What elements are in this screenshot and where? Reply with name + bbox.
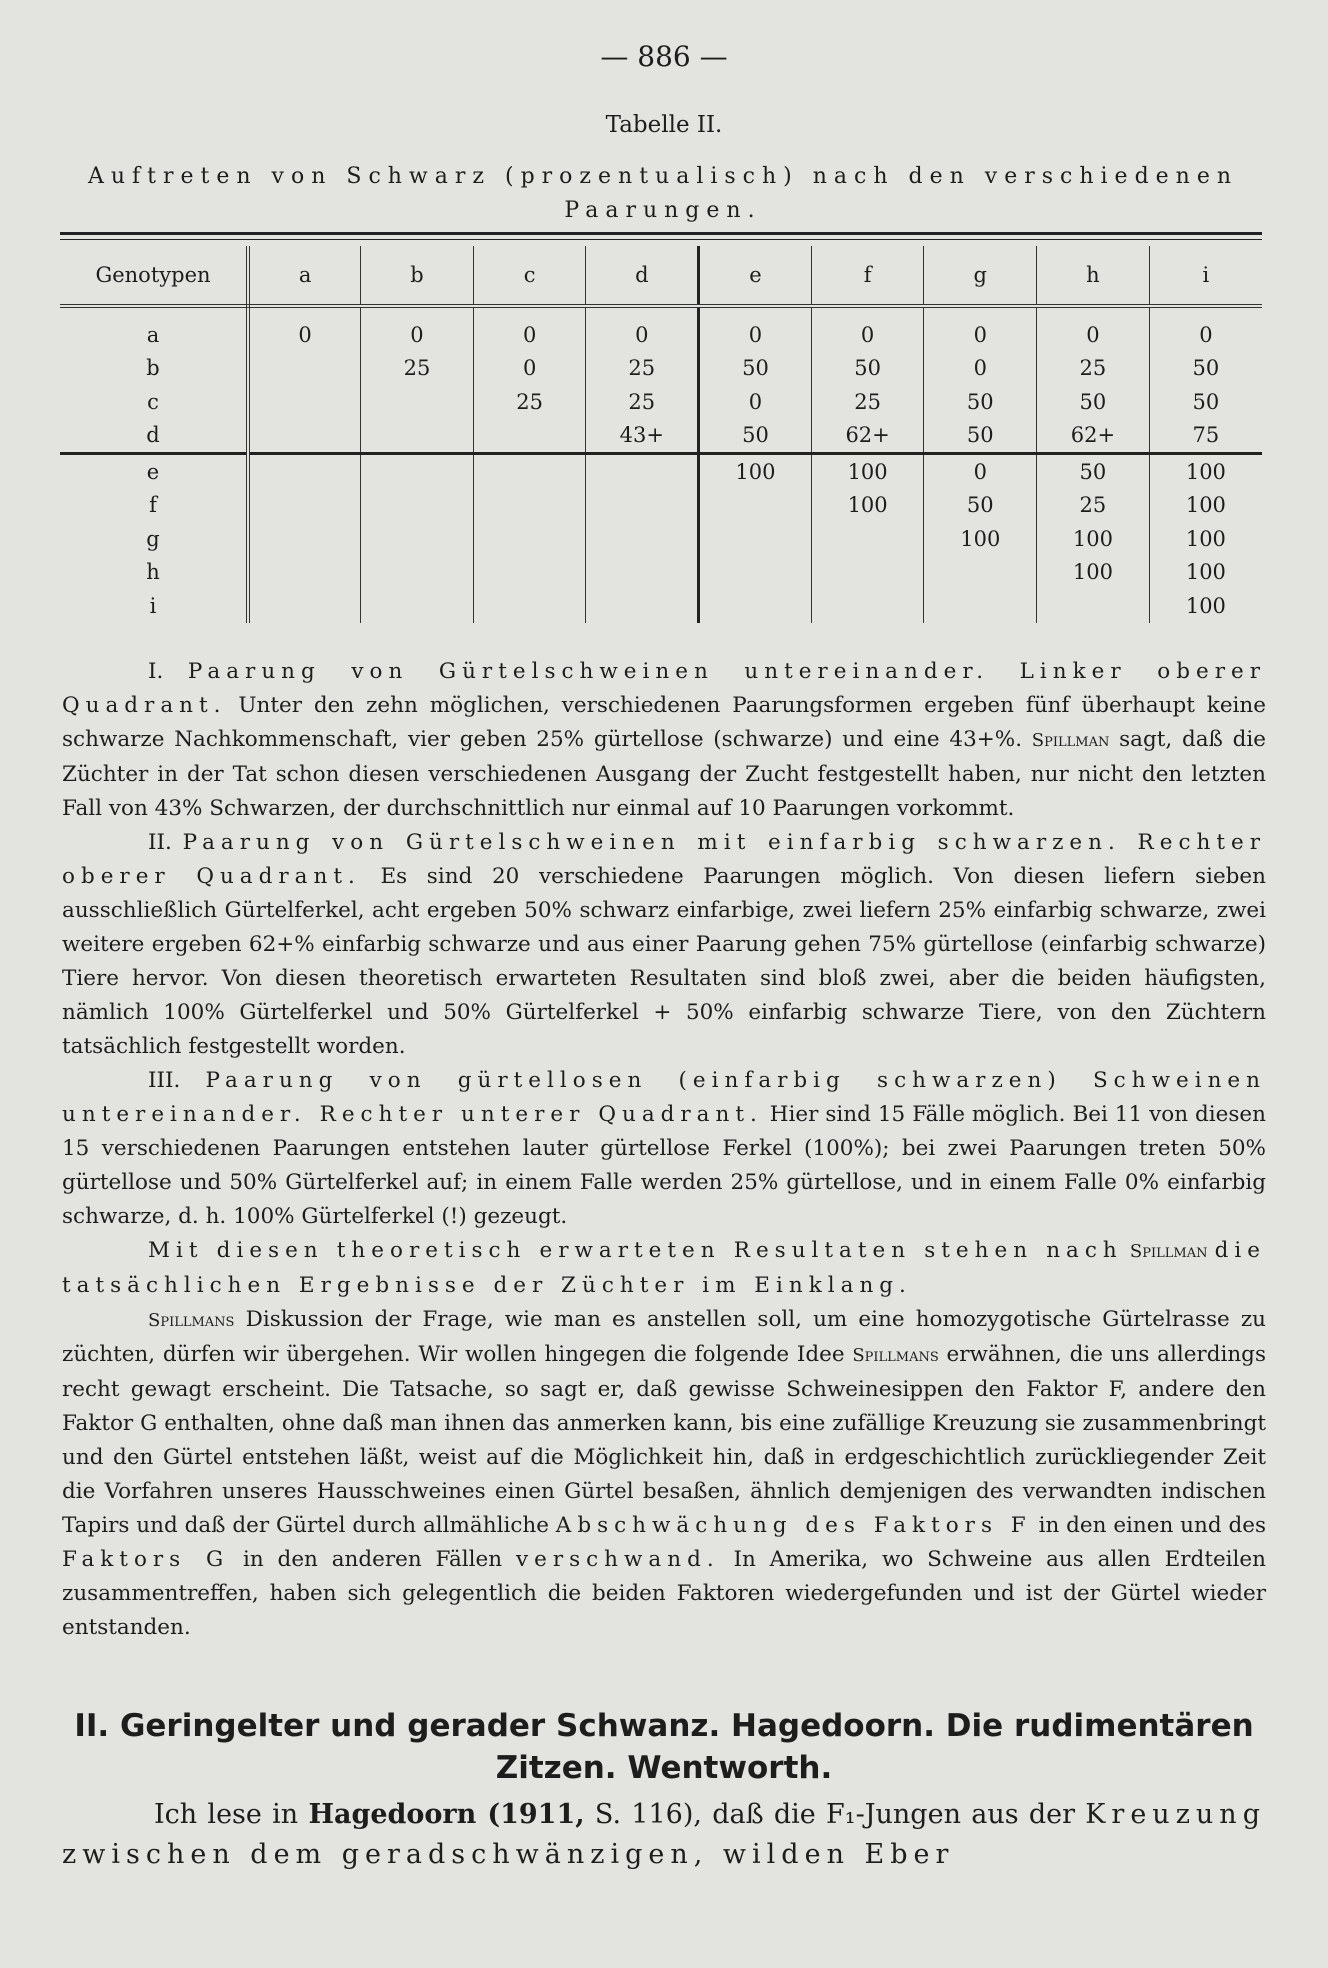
table-cell	[248, 385, 361, 419]
author-name: Spillmans	[148, 1310, 235, 1331]
spaced-heading: Paarung von Gürtelschweinen untereinander. Linker oberer Quadrant.	[62, 659, 1266, 718]
paragraph-2	[62, 826, 1266, 1064]
table-cell: e	[60, 454, 248, 489]
table-cell: 0	[586, 318, 699, 352]
paragraph-5	[62, 1303, 1266, 1645]
table-cell: 100	[1149, 589, 1262, 623]
table-row	[60, 522, 1262, 556]
spaced-heading: Paarung von gürtellosen (einfarbig schwarzen) Schweinen untereinander. Rechter unterer Quadrant.	[62, 1068, 1266, 1127]
table-cell: 0	[473, 318, 586, 352]
table-cell: 0	[473, 352, 586, 386]
paragraph-text: Unter den zehn möglichen, verschiedenen Paarungsformen ergeben fünf überhaupt keine schwarze Nachkommenschaft, vier geben 25% gürtellose (schwarze) und eine 43+%.	[62, 693, 1266, 752]
table-cell	[811, 522, 924, 556]
table-cell: 0	[924, 318, 1037, 352]
table-cell	[473, 556, 586, 590]
table-cell: 100	[1149, 489, 1262, 523]
table-cell: 0	[699, 318, 812, 352]
table-cell: 50	[1149, 352, 1262, 386]
table-cell	[924, 589, 1037, 623]
table-header-cell: e	[699, 246, 812, 306]
table-cell	[586, 556, 699, 590]
table-cell	[248, 589, 361, 623]
table-cell: 25	[1037, 489, 1150, 523]
table-header-cell: Genotypen	[60, 246, 248, 306]
paragraph-text: in den einen und des	[1038, 1513, 1266, 1538]
table-cell: 100	[1149, 454, 1262, 489]
table-cell: 0	[248, 318, 361, 352]
table-cell: 100	[924, 522, 1037, 556]
table-caption: Auftreten von Schwarz (prozentualisch) nach den verschiedenen Paarungen.	[87, 164, 1239, 223]
table-cell: 25	[361, 352, 474, 386]
table-row	[60, 454, 1262, 489]
table-cell	[248, 419, 361, 454]
section-number: III.	[148, 1068, 181, 1093]
table-cell	[1037, 589, 1150, 623]
table-cell: g	[60, 522, 248, 556]
table-cell: h	[60, 556, 248, 590]
paragraph-text: sagt, daß die Züchter in der Tat schon diesen verschiedenen Ausgang der Zucht festgestellt haben, nur nicht den letzten Fall von 43% Schwarzen, der durchschnittlich nur einmal auf 10 Paarungen vorkommt.	[62, 727, 1266, 821]
table-cell: i	[60, 589, 248, 623]
table-cell	[473, 419, 586, 454]
table-header-row	[60, 246, 1262, 306]
body-text	[62, 655, 1266, 1645]
paragraph-text: Ich lese in	[154, 1799, 299, 1830]
paragraph-4	[62, 1234, 1266, 1303]
table-cell	[361, 385, 474, 419]
paragraph-text: Hier sind 15 Fälle möglich. Bei 11 von diesen 15 verschiedenen Paarungen entstehen lauter gürtellose Ferkel (100%); bei zwei Paarungen treten 50% gürtellose und 50% Gürtelferkel auf; in einem Falle werden 25% gürtellose, und in einem Falle 0% einfarbig schwarze, d. h. 100% Gürtelferkel (!) gezeugt.	[62, 1102, 1266, 1229]
final-paragraph	[62, 1795, 1266, 1875]
paragraph-text: Es sind 20 verschiedene Paarungen möglich. Von diesen liefern sieben ausschließlich Gürtelferkel, acht ergeben 50% schwarz einfarbige, zwei liefern 25% einfarbig schwarze, zwei weitere ergeben 62+% einfarbig schwarze und aus einer Paarung gehen 75% gürtellose (einfarbig schwarze) Tiere hervor. Von diesen theoretisch erwarteten Resultaten sind bloß zwei, aber die beiden häufigsten, nämlich 100% Gürtelferkel und 50% Gürtelferkel + 50% einfarbig schwarze Tiere, von den Züchtern tatsächlich festgestellt worden.	[62, 864, 1266, 1059]
table-row	[60, 556, 1262, 590]
table-cell: 0	[1149, 318, 1262, 352]
table-cell	[699, 589, 812, 623]
table-cell: 50	[1037, 385, 1150, 419]
table-cell	[811, 589, 924, 623]
author-name: Spillmans	[852, 1345, 939, 1366]
table-cell: 50	[1037, 454, 1150, 489]
table-cell: 50	[699, 419, 812, 454]
spaced-heading: Paarung von Gürtelschweinen mit einfarbig schwarzen. Rechter oberer Quadrant.	[62, 830, 1266, 889]
table-cell	[361, 489, 474, 523]
table-cell	[248, 352, 361, 386]
table-cell: 0	[1037, 318, 1150, 352]
table-cell: 43+	[586, 419, 699, 454]
spaced-text: verschwand.	[515, 1547, 720, 1572]
table-cell	[248, 454, 361, 489]
table-header-cell: g	[924, 246, 1037, 306]
table-cell: 100	[811, 454, 924, 489]
section-number: II.	[148, 830, 172, 855]
section-number: I.	[148, 659, 164, 684]
table-cell	[924, 556, 1037, 590]
table-cell: 100	[1149, 556, 1262, 590]
table-cell	[473, 522, 586, 556]
table-cell: 50	[699, 352, 812, 386]
table-cell	[248, 522, 361, 556]
spaced-text: Faktors G	[62, 1547, 230, 1572]
table-cell: 0	[699, 385, 812, 419]
page-number: — 886 —	[600, 40, 728, 73]
table-cell: c	[60, 385, 248, 419]
table-cell: 25	[473, 385, 586, 419]
author-citation: Hagedoorn (1911,	[308, 1799, 585, 1830]
paragraph-3	[62, 1064, 1266, 1234]
table-cell: 50	[924, 419, 1037, 454]
table-cell: 100	[811, 489, 924, 523]
table-cell: 50	[924, 489, 1037, 523]
table-cell	[473, 454, 586, 489]
table-cell: 75	[1149, 419, 1262, 454]
table-header-cell: c	[473, 246, 586, 306]
table-cell	[361, 556, 474, 590]
table-cell: 25	[1037, 352, 1150, 386]
table-row	[60, 589, 1262, 623]
table-header-cell: d	[586, 246, 699, 306]
table-cell: 25	[586, 352, 699, 386]
table-top-rule	[60, 232, 1262, 235]
table-cell: 0	[811, 318, 924, 352]
table-row	[60, 352, 1262, 386]
table-cell: f	[60, 489, 248, 523]
table-header-cell: a	[248, 246, 361, 306]
table-cell: 25	[811, 385, 924, 419]
table-cell: 0	[924, 454, 1037, 489]
table-cell: 100	[1149, 522, 1262, 556]
paragraph-text: Diskussion der Frage, wie man es anstellen soll, um eine homozygotische Gürtelrasse zu züchten, dürfen wir übergehen. Wir wollen hingegen die folgende Idee	[62, 1307, 1266, 1367]
table-cell	[248, 556, 361, 590]
table-title: Tabelle II.	[605, 112, 723, 138]
table-cell: 50	[1149, 385, 1262, 419]
paragraph-text: erwähnen, die uns allerdings recht gewagt erscheint. Die Tatsache, so sagt er, daß gewisse Schweinesippen den Faktor F, andere den Faktor G enthalten, ohne daß man ihnen das anmerken kann, bis eine zufällige Kreuzung sie zusammenbringt und den Gürtel entstehen läßt, weist auf die Möglichkeit hin, daß in erdgeschichtlich zurückliegender Zeit die Vorfahren unseres Hausschweines einen Gürtel besaßen, ähnlich demjenigen des verwandten indischen Tapirs und daß der Gürtel durch allmähliche	[62, 1342, 1266, 1538]
paragraph-text: in den anderen Fällen	[243, 1547, 503, 1572]
spaced-text: die tatsächlichen Ergebnisse der Züchter im Einklang.	[62, 1238, 1266, 1298]
paragraph-text: S. 116), daß die F₁-Jungen aus der	[594, 1799, 1075, 1830]
table-cell	[473, 489, 586, 523]
spaced-text: Abschwächung des Faktors F	[555, 1513, 1032, 1538]
spaced-text: Mit diesen theoretisch erwarteten Resultaten stehen nach	[148, 1238, 1123, 1263]
table-cell: d	[60, 419, 248, 454]
table-cell: 0	[924, 352, 1037, 386]
table-cell	[699, 522, 812, 556]
table-cell	[361, 419, 474, 454]
section-heading: II. Geringelter und gerader Schwanz. Hagedoorn. Die rudimentären Zitzen. Wentworth.	[74, 1708, 1254, 1786]
table-cell: 50	[924, 385, 1037, 419]
table-cell: 100	[1037, 556, 1150, 590]
table-cell: a	[60, 318, 248, 352]
table-cell	[361, 522, 474, 556]
table-cell: b	[60, 352, 248, 386]
table-header-cell: h	[1037, 246, 1150, 306]
table-cell: 100	[699, 454, 812, 489]
table-cell	[248, 489, 361, 523]
table-cell: 0	[361, 318, 474, 352]
table-cell	[586, 589, 699, 623]
table-row	[60, 419, 1262, 454]
genotype-table	[60, 246, 1262, 623]
table-cell	[811, 556, 924, 590]
author-name: Spillman	[1031, 730, 1110, 751]
table-cell: 25	[586, 385, 699, 419]
table-header-cell: f	[811, 246, 924, 306]
paragraph-text: In Amerika, wo Schweine aus allen Erdteilen zusammentreffen, haben sich gelegentlich die beiden Faktoren wiedergefunden und ist der Gürtel wieder entstanden.	[62, 1547, 1267, 1640]
table-cell	[586, 489, 699, 523]
table-cell	[361, 589, 474, 623]
table-top-rule-thin	[60, 239, 1262, 240]
spaced-text: Kreuzung zwischen dem geradschwänzigen, wilden Eber	[62, 1799, 1266, 1870]
table-header-cell: i	[1149, 246, 1262, 306]
table-row	[60, 318, 1262, 352]
table-cell	[361, 454, 474, 489]
table-cell	[699, 489, 812, 523]
table-cell: 100	[1037, 522, 1150, 556]
table-row	[60, 385, 1262, 419]
table-cell	[473, 589, 586, 623]
paragraph-1	[62, 655, 1266, 826]
table-cell	[586, 522, 699, 556]
author-name: Spillman	[1129, 1241, 1208, 1262]
table-header-cell: b	[361, 246, 474, 306]
table-cell: 62+	[811, 419, 924, 454]
table-row	[60, 489, 1262, 523]
table-cell: 62+	[1037, 419, 1150, 454]
table-cell	[586, 454, 699, 489]
table-cell	[699, 556, 812, 590]
table-cell: 50	[811, 352, 924, 386]
